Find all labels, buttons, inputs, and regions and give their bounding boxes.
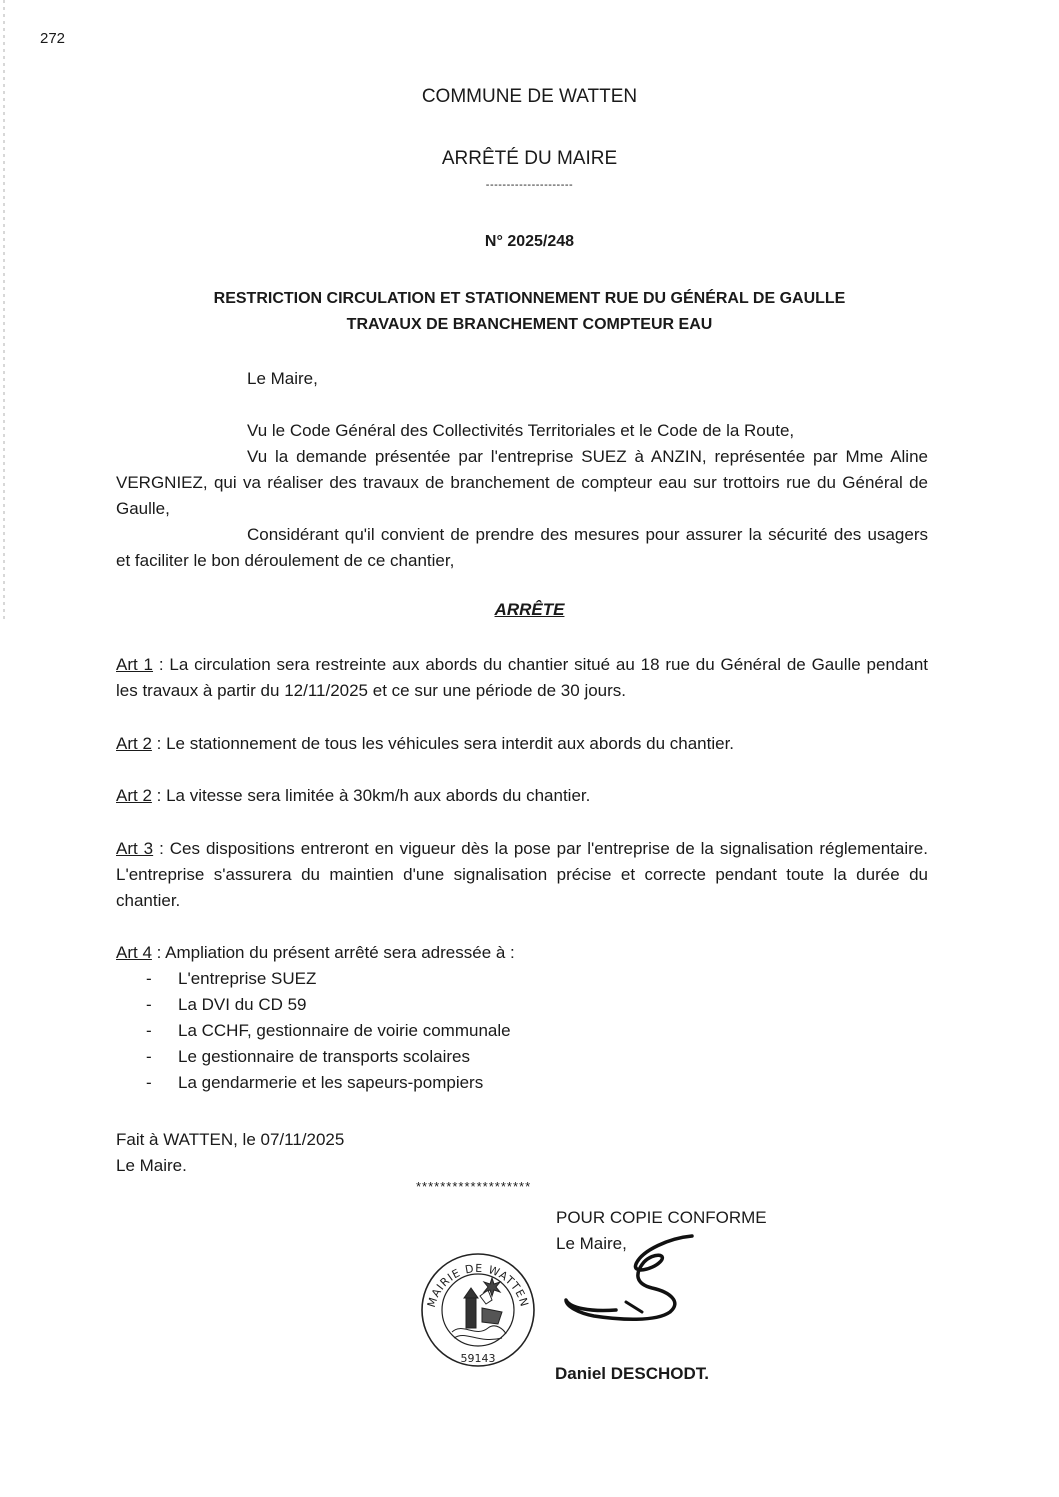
article-text: : Ces dispositions entreront en vigueur dès la pose par l'entreprise de la signalisation réglementaire. L'entreprise s'assurera du maintien d'une signalisation précise et correcte pendant toute la durée du chantier. (116, 839, 928, 910)
list-dash: - (146, 995, 152, 1014)
handwritten-signature (560, 1228, 720, 1328)
list-item (116, 992, 928, 1018)
article-label: Art 3 (116, 839, 154, 858)
copie-maire: Le Maire, (556, 1234, 627, 1253)
document-title: ARRÊTÉ DU MAIRE (441, 148, 618, 169)
stars-separator: ******************* (416, 1179, 532, 1194)
list-item (116, 1018, 928, 1044)
subject-line-1: RESTRICTION CIRCULATION ET STATIONNEMENT RUE DU GÉNÉRAL DE GAULLE (213, 290, 846, 307)
arrete-heading: ARRÊTE (494, 600, 565, 619)
article-label: Art 1 (116, 655, 154, 674)
article-1 (116, 652, 928, 704)
list-dash: - (146, 1047, 152, 1066)
article-3 (116, 836, 928, 914)
list-dash: - (146, 969, 152, 988)
seal-emblem (452, 1278, 506, 1340)
article-4 (116, 940, 928, 1096)
copie-conforme: POUR COPIE CONFORME (556, 1208, 767, 1227)
page-number: 272 (40, 30, 66, 47)
vu-code: Vu le Code Général des Collectivités Territoriales et le Code de la Route, (247, 421, 795, 440)
recipients-list (116, 966, 928, 1096)
article-label: Art 2 (116, 734, 152, 753)
article-label: Art 2 (116, 786, 152, 805)
place-and-date (116, 1127, 344, 1179)
article-text: : Le stationnement de tous les véhicules sera interdit aux abords du chantier. (151, 734, 735, 753)
list-item (116, 1044, 928, 1070)
preamble (116, 366, 928, 574)
recipient: Le gestionnaire de transports scolaires (178, 1047, 470, 1066)
arrete-number: N° 2025/248 (484, 233, 575, 250)
recipient: La gendarmerie et les sapeurs-pompiers (178, 1073, 484, 1092)
commune-heading: COMMUNE DE WATTEN (421, 86, 638, 107)
list-dash: - (146, 1021, 152, 1040)
signatory-name: Daniel DESCHODT. (555, 1364, 709, 1383)
article-2-stationnement (116, 731, 928, 757)
recipient: La CCHF, gestionnaire de voirie communale (178, 1021, 511, 1040)
greeting: Le Maire, (247, 369, 318, 388)
list-dash: - (146, 1073, 152, 1092)
seal-postcode: 59143 (460, 1352, 496, 1365)
recipient: La DVI du CD 59 (178, 995, 307, 1014)
recipient: L'entreprise SUEZ (178, 969, 317, 988)
article-text: : Ampliation du présent arrêté sera adressée à : (151, 943, 515, 962)
list-item (116, 966, 928, 992)
arrete-subject (0, 286, 1059, 338)
article-text: : La vitesse sera limitée à 30km/h aux abords du chantier. (151, 786, 591, 805)
title-separator: --------------------- (485, 179, 574, 191)
mairie-seal (418, 1250, 538, 1370)
article-text: : La circulation sera restreinte aux abords du chantier situé au 18 rue du Général de Gaulle pendant les travaux à partir du 12/11/2025 et ce sur une période de 30 jours. (116, 655, 928, 700)
fait-line: Fait à WATTEN, le 07/11/2025 (116, 1130, 345, 1149)
considerant: Considérant qu'il convient de prendre des mesures pour assurer la sécurité des usagers et faciliter le bon déroulement de ce chantier, (116, 525, 928, 570)
seal-top-text: MAIRIE DE WATTEN (424, 1261, 532, 1309)
fait-maire: Le Maire. (116, 1156, 187, 1175)
subject-line-2: TRAVAUX DE BRANCHEMENT COMPTEUR EAU (346, 316, 713, 333)
list-item (116, 1070, 928, 1096)
article-2-vitesse (116, 783, 928, 809)
vu-demande: Vu la demande présentée par l'entreprise SUEZ à ANZIN, représentée par Mme Aline VERGNIEZ, qui va réaliser des travaux de branchement de compteur eau sur trottoirs rue du Général de Gaulle, (116, 447, 928, 518)
article-label: Art 4 (116, 943, 152, 962)
